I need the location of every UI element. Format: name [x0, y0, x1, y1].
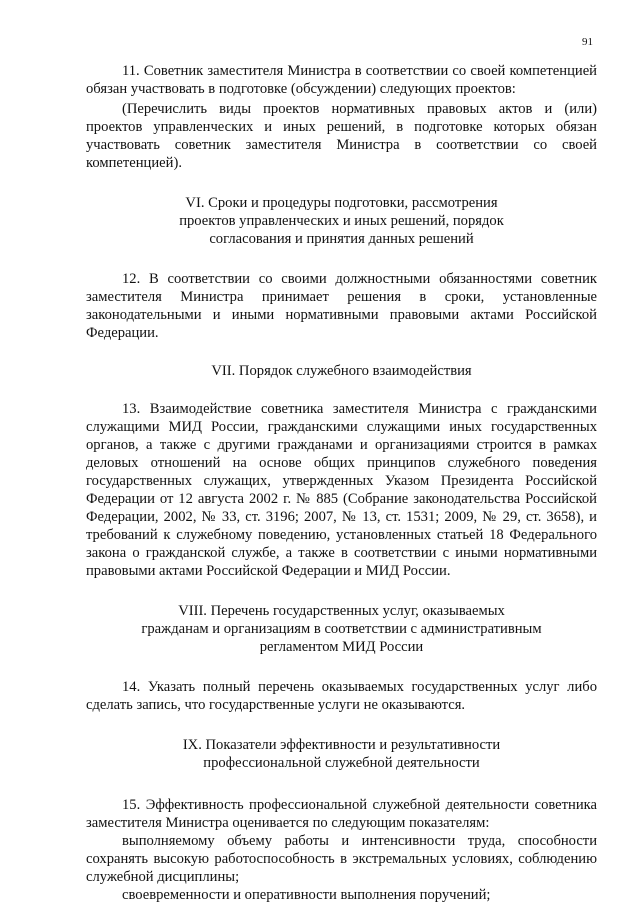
paragraph-14: 14. Указать полный перечень оказываемых государственных услуг либо сделать запись, что государственные услуги не оказываются. [86, 679, 597, 713]
section-heading-7 [86, 362, 597, 380]
paragraph-11-note: (Перечислить виды проектов нормативных правовых актов и (или) проектов управленческих и иных решений, в подготовке которых обязан участвовать советник заместителя Министра в соответствии со своей компетенцией). [86, 101, 597, 171]
section-heading-8-line-3: регламентом МИД России [259, 639, 424, 655]
section-heading-6-line-2: проектов управленческих и иных решений, порядок [179, 213, 504, 229]
page-number: 91 [582, 36, 593, 48]
paragraph-15-item-1: выполняемому объему работы и интенсивности труда, способности сохранять высокую работоспособность в экстремальных условиях, соблюдению служебной дисциплины; [86, 833, 597, 885]
paragraph-15-item-2: своевременности и оперативности выполнения поручений; [122, 887, 491, 903]
section-heading-6-line-3: согласования и принятия данных решений [209, 231, 474, 247]
section-heading-6-line-1: VI. Сроки и процедуры подготовки, рассмотрения [185, 195, 498, 211]
section-heading-9-line-1: IX. Показатели эффективности и результативности [182, 737, 501, 753]
paragraph-11: 11. Советник заместителя Министра в соответствии со своей компетенцией обязан участвовать в подготовке (обсуждении) следующих проектов: [86, 63, 597, 97]
paragraph-13: 13. Взаимодействие советника заместителя Министра с гражданскими служащими МИД России, гражданскими служащими иных государственных органов, а также с другими гражданами и организациями строится в рамках деловых отношений на основе общих принципов служебного поведения государственных служащих, утвержденных Указом Президента Российской Федерации от 12 августа 2002 г. № 885 (Собрание законодательства Российской Федерации, 2002, № 33, ст. 3196; 2007, № 13, ст. 1531; 2009, № 29, ст. 3658), и требований к служебному поведению, установленных статьей 18 Федерального закона о гражданской службе, а также в соответствии с иными нормативными правовыми актами Российской Федерации и МИД России. [86, 401, 597, 579]
section-heading-8 [86, 602, 597, 656]
section-heading-8-line-2: гражданам и организациям в соответствии с административным [141, 621, 542, 637]
section-heading-8-line-1: VIII. Перечень государственных услуг, оказываемых [178, 603, 505, 619]
section-heading-6 [86, 194, 597, 248]
section-heading-9 [86, 736, 597, 772]
paragraph-12: 12. В соответствии со своими должностными обязанностями советник заместителя Министра принимает решения в сроки, установленные законодательными и иными нормативными правовыми актами Российской Федерации. [86, 271, 597, 341]
section-heading-9-line-2: профессиональной служебной деятельности [203, 755, 480, 771]
document-content [86, 62, 597, 904]
paragraph-15: 15. Эффективность профессиональной служебной деятельности советника заместителя Министра оценивается по следующим показателям: [86, 797, 597, 831]
section-heading-7-line-1: VII. Порядок служебного взаимодействия [211, 363, 472, 379]
